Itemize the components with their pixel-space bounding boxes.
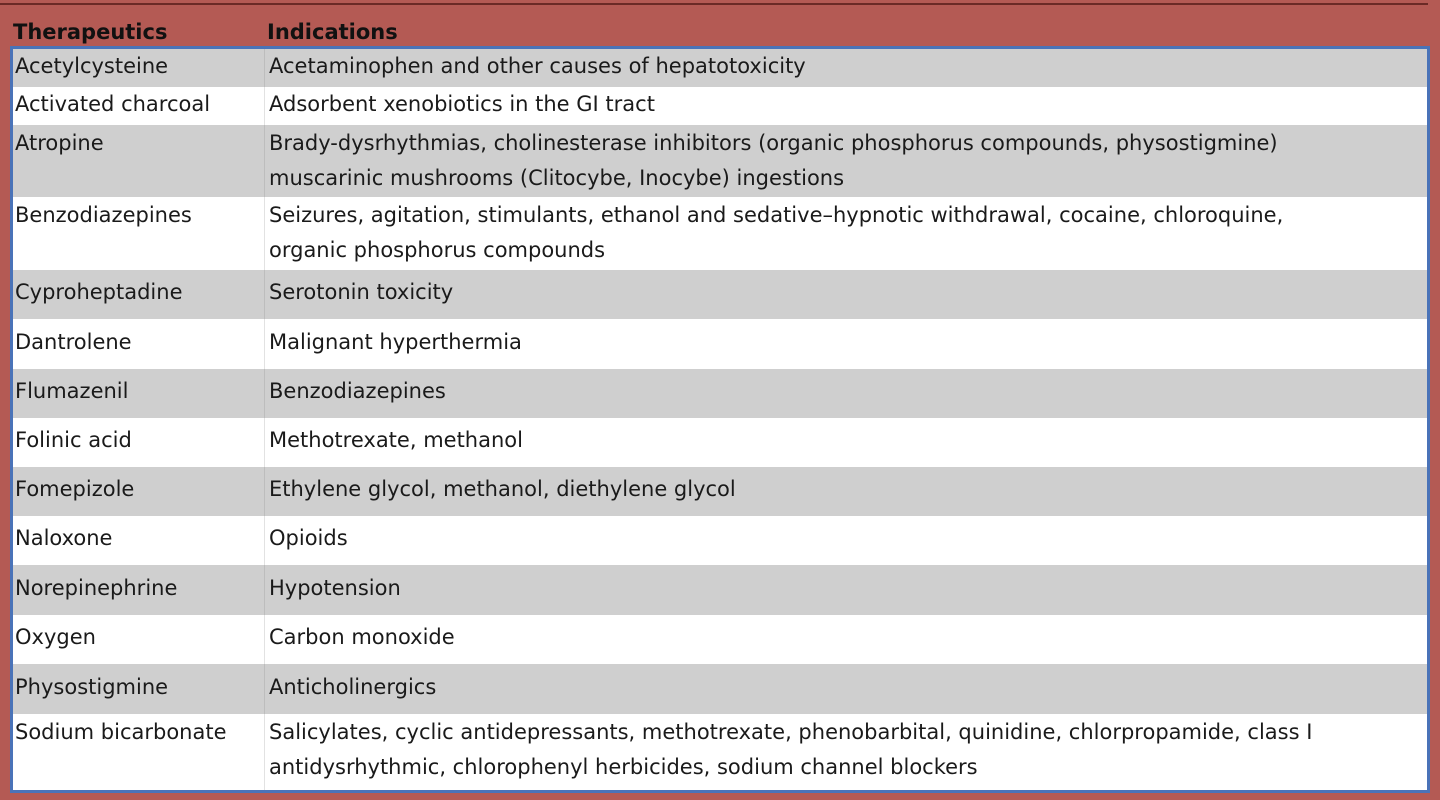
therapeutic-cell: Flumazenil [15,379,129,403]
top-rule [0,3,1428,5]
indication-line: organic phosphorus compounds [269,238,606,262]
column-divider [264,565,265,615]
indication-line: Salicylates, cyclic antidepressants, methotrexate, phenobarbital, quinidine, chlorpropamide, class I [269,720,1313,744]
table-row [13,418,1427,467]
therapeutic-cell: Naloxone [15,526,113,550]
therapeutic-cell: Folinic acid [15,428,132,452]
column-divider [264,516,265,565]
indication-cell [269,521,1419,556]
therapeutic-cell: Physostigmine [15,675,169,699]
indication-cell [269,49,1419,84]
table-row [13,369,1427,418]
column-divider [264,714,265,790]
indication-line: Hypotension [269,576,401,600]
indication-line: Malignant hyperthermia [269,330,522,354]
therapeutic-cell: Benzodiazepines [15,203,192,227]
therapeutic-cell: Oxygen [15,625,96,649]
column-divider [264,369,265,418]
column-divider [264,418,265,467]
table-row [13,270,1427,319]
indication-cell [269,275,1419,310]
therapeutic-cell: Sodium bicarbonate [15,720,227,744]
indication-line: Adsorbent xenobiotics in the GI tract [269,92,655,116]
indication-line: Seizures, agitation, stimulants, ethanol and sedative–hypnotic withdrawal, cocaine, chloroquine, [269,203,1284,227]
column-divider [264,49,265,87]
indication-line: Carbon monoxide [269,625,455,649]
indication-cell [269,87,1419,122]
therapeutic-cell: Dantrolene [15,330,132,354]
indication-line: Brady-dysrhythmias, cholinesterase inhibitors (organic phosphorus compounds, physostigmine) [269,131,1278,155]
indication-cell [269,423,1419,458]
indication-cell [269,374,1419,409]
indication-cell [269,126,1419,196]
table-row [13,664,1427,714]
table-row [13,87,1427,125]
table-body [10,46,1430,793]
indication-line: muscarinic mushrooms (Clitocybe, Inocybe) ingestions [269,166,845,190]
column-divider [264,319,265,369]
indication-line: Anticholinergics [269,675,437,699]
table-row [13,714,1427,790]
indication-cell [269,571,1419,606]
header-therapeutics: Therapeutics [13,20,168,44]
indication-cell [269,198,1419,268]
table-row [13,319,1427,369]
table-row [13,565,1427,615]
column-divider [264,125,265,197]
table-row [13,615,1427,664]
indication-cell [269,620,1419,655]
therapeutic-cell: Fomepizole [15,477,135,501]
indication-line: Methotrexate, methanol [269,428,523,452]
table-header [0,8,1440,48]
indication-line: Benzodiazepines [269,379,446,403]
column-divider [264,467,265,516]
indication-line: Acetaminophen and other causes of hepatotoxicity [269,54,806,78]
header-indications: Indications [267,20,398,44]
therapeutic-cell: Acetylcysteine [15,54,169,78]
column-divider [264,615,265,664]
indication-cell [269,325,1419,360]
column-divider [264,197,265,270]
indication-line: antidysrhythmic, chlorophenyl herbicides, sodium channel blockers [269,755,978,779]
indication-cell [269,670,1419,705]
indication-cell [269,715,1419,785]
therapeutic-cell: Cyproheptadine [15,280,183,304]
indication-cell [269,472,1419,507]
column-divider [264,664,265,714]
table-row [13,197,1427,270]
therapeutic-cell: Activated charcoal [15,92,211,116]
therapeutic-cell: Norepinephrine [15,576,178,600]
column-divider [264,87,265,125]
table-row [13,516,1427,565]
indication-line: Serotonin toxicity [269,280,454,304]
column-divider [264,270,265,319]
indication-line: Opioids [269,526,348,550]
table-row [13,49,1427,87]
indication-line: Ethylene glycol, methanol, diethylene glycol [269,477,736,501]
table-row [13,125,1427,197]
therapeutic-cell: Atropine [15,131,104,155]
table-row [13,467,1427,516]
